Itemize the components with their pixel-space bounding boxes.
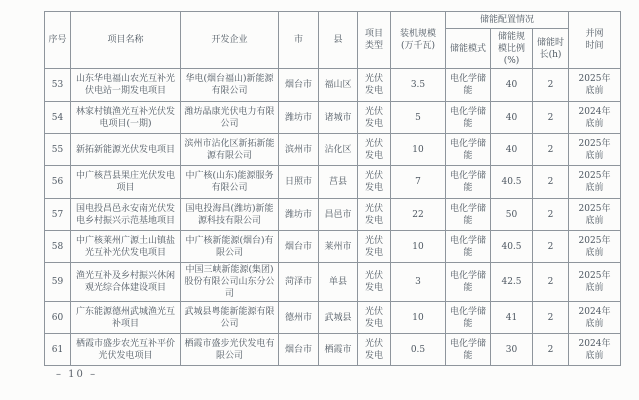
cell-capacity: 10 — [391, 134, 446, 166]
cell-grid-time-text: 2025年底前 — [578, 138, 611, 161]
cell-storage-duration: 2 — [533, 231, 569, 263]
cell-grid-time-text: 2025年底前 — [578, 235, 611, 258]
cell-project-type-text: 光伏发电 — [364, 74, 383, 96]
cell-project-type-text: 光伏发电 — [364, 203, 383, 226]
cell-seq: 56 — [45, 166, 71, 199]
cell-project-name: 山东华电福山农光互补光伏电站一期发电项目 — [71, 69, 181, 102]
header-county: 县 — [319, 12, 358, 69]
cell-project-type — [358, 302, 391, 334]
cell-city: 烟台市 — [279, 231, 319, 263]
cell-grid-time-text: 2024年底前 — [578, 306, 611, 329]
cell-project-type — [358, 102, 391, 134]
header-project-type — [358, 12, 391, 69]
cell-storage-duration: 2 — [533, 102, 569, 134]
header-project-type-label: 项目类型 — [364, 29, 383, 51]
cell-storage-mode-text: 电化学储能 — [449, 306, 486, 329]
cell-grid-time-text: 2025年底前 — [578, 203, 611, 226]
cell-storage-mode — [446, 69, 491, 102]
cell-capacity: 3.5 — [391, 69, 446, 102]
cell-storage-ratio: 40 — [491, 69, 533, 102]
header-storage-config-group: 储能配置情况 — [446, 12, 569, 29]
cell-county: 莒县 — [319, 166, 358, 199]
cell-storage-mode — [446, 199, 491, 231]
cell-city: 烟台市 — [279, 69, 319, 102]
header-capacity — [391, 12, 446, 69]
cell-storage-duration: 2 — [533, 302, 569, 334]
cell-project-type — [358, 263, 391, 302]
cell-storage-mode-text: 电化学储能 — [449, 338, 486, 361]
cell-storage-ratio: 40 — [491, 102, 533, 134]
cell-county: 福山区 — [319, 69, 358, 102]
cell-project-type-text: 光伏发电 — [364, 171, 383, 193]
table-row — [45, 199, 621, 231]
cell-city: 潍坊市 — [279, 199, 319, 231]
table-row — [45, 134, 621, 166]
cell-storage-mode-text: 电化学储能 — [449, 106, 486, 129]
cell-project-name: 中广核莒县果庄光伏发电项目 — [71, 166, 181, 199]
cell-project-type-text: 光伏发电 — [364, 138, 383, 161]
cell-project-type — [358, 334, 391, 366]
cell-project-name: 国电投昌邑永安南光伏发电乡村振兴示范基地项目 — [71, 199, 181, 231]
cell-storage-ratio: 50 — [491, 199, 533, 231]
header-capacity-label: 装机规模(万千瓦) — [399, 29, 436, 51]
cell-capacity: 5 — [391, 102, 446, 134]
cell-project-name: 新拓新能源光伏发电项目 — [71, 134, 181, 166]
cell-grid-time-text: 2025年底前 — [578, 271, 611, 293]
cell-developer: 滨州市沾化区新拓新能源有限公司 — [181, 134, 279, 166]
cell-storage-mode — [446, 166, 491, 199]
cell-county: 单县 — [319, 263, 358, 302]
header-grid-time — [569, 12, 621, 69]
cell-developer: 中国三峡新能源(集团)股份有限公司山东分公司 — [181, 263, 279, 302]
cell-storage-mode — [446, 334, 491, 366]
cell-city: 滨州市 — [279, 134, 319, 166]
cell-project-type — [358, 199, 391, 231]
header-storage-duration — [533, 29, 569, 69]
cell-storage-duration: 2 — [533, 166, 569, 199]
cell-storage-mode — [446, 231, 491, 263]
cell-capacity: 10 — [391, 302, 446, 334]
header-storage-duration-label: 储能时长(h) — [536, 37, 564, 60]
cell-capacity: 3 — [391, 263, 446, 302]
cell-developer: 国电投海昌(潍坊)新能源科技有限公司 — [181, 199, 279, 231]
cell-seq: 53 — [45, 69, 71, 102]
page-number: – 10 – — [56, 369, 98, 380]
cell-project-name: 中广核莱州广源土山镇盐光互补光伏发电项目 — [71, 231, 181, 263]
cell-storage-mode — [446, 134, 491, 166]
header-grid-time-label: 并网时间 — [585, 29, 604, 51]
header-city: 市 — [279, 12, 319, 69]
cell-grid-time-text: 2024年底前 — [578, 338, 611, 361]
cell-seq: 61 — [45, 334, 71, 366]
cell-grid-time — [569, 166, 621, 199]
cell-storage-ratio: 41 — [491, 302, 533, 334]
cell-project-type — [358, 134, 391, 166]
cell-city: 日照市 — [279, 166, 319, 199]
cell-storage-duration: 2 — [533, 69, 569, 102]
cell-grid-time — [569, 231, 621, 263]
cell-seq: 55 — [45, 134, 71, 166]
cell-storage-duration: 2 — [533, 199, 569, 231]
cell-project-type — [358, 166, 391, 199]
cell-grid-time — [569, 134, 621, 166]
cell-storage-mode-text: 电化学储能 — [449, 235, 486, 258]
cell-storage-ratio: 30 — [491, 334, 533, 366]
table-row — [45, 166, 621, 199]
cell-storage-mode — [446, 102, 491, 134]
cell-project-type-text: 光伏发电 — [364, 306, 383, 329]
cell-seq: 59 — [45, 263, 71, 302]
cell-storage-mode-text: 电化学储能 — [449, 171, 486, 193]
table-row — [45, 302, 621, 334]
header-project-name: 项目名称 — [71, 12, 181, 69]
cell-project-type-text: 光伏发电 — [364, 235, 383, 258]
cell-grid-time — [569, 102, 621, 134]
cell-seq: 58 — [45, 231, 71, 263]
header-storage-mode: 储能模式 — [446, 29, 491, 69]
cell-project-name: 渔光互补及乡村振兴休闲观光综合体建设项目 — [71, 263, 181, 302]
cell-storage-mode-text: 电化学储能 — [449, 271, 486, 293]
cell-seq: 57 — [45, 199, 71, 231]
cell-storage-ratio: 40.5 — [491, 166, 533, 199]
header-storage-ratio-label: 储能规模比例(%) — [497, 31, 525, 66]
table-row — [45, 263, 621, 302]
cell-county: 莱州市 — [319, 231, 358, 263]
table-row — [45, 69, 621, 102]
cell-grid-time — [569, 69, 621, 102]
cell-developer: 武城县粤能新能源有限公司 — [181, 302, 279, 334]
cell-grid-time — [569, 334, 621, 366]
cell-capacity: 7 — [391, 166, 446, 199]
cell-storage-mode — [446, 302, 491, 334]
cell-grid-time-text: 2025年底前 — [578, 171, 611, 193]
cell-grid-time — [569, 199, 621, 231]
cell-county: 栖霞市 — [319, 334, 358, 366]
cell-developer: 栖霞市盛步光伏发电有限公司 — [181, 334, 279, 366]
table-row — [45, 231, 621, 263]
header-developer: 开发企业 — [181, 12, 279, 69]
cell-storage-mode-text: 电化学储能 — [449, 138, 486, 161]
cell-storage-ratio: 42.5 — [491, 263, 533, 302]
cell-county: 昌邑市 — [319, 199, 358, 231]
cell-storage-mode-text: 电化学储能 — [449, 74, 486, 96]
cell-city: 潍坊市 — [279, 102, 319, 134]
cell-grid-time-text: 2024年底前 — [578, 106, 611, 129]
cell-county: 武城县 — [319, 302, 358, 334]
cell-grid-time — [569, 302, 621, 334]
cell-storage-mode-text: 电化学储能 — [449, 203, 486, 226]
cell-storage-mode — [446, 263, 491, 302]
cell-developer: 华电(烟台福山)新能源有限公司 — [181, 69, 279, 102]
cell-project-type — [358, 231, 391, 263]
cell-developer: 中广核(山东)能源服务有限公司 — [181, 166, 279, 199]
header-seq: 序号 — [45, 12, 71, 69]
cell-capacity: 0.5 — [391, 334, 446, 366]
header-storage-ratio — [491, 29, 533, 69]
cell-project-name: 林家村镇渔光互补光伏发电项目(一期) — [71, 102, 181, 134]
cell-storage-duration: 2 — [533, 263, 569, 302]
cell-capacity: 22 — [391, 199, 446, 231]
cell-project-name: 广东能源德州武城渔光互补项目 — [71, 302, 181, 334]
cell-seq: 60 — [45, 302, 71, 334]
cell-storage-duration: 2 — [533, 334, 569, 366]
cell-storage-ratio: 40.5 — [491, 231, 533, 263]
cell-storage-ratio: 40 — [491, 134, 533, 166]
cell-developer: 潍坊晶康光伏电力有限公司 — [181, 102, 279, 134]
cell-project-type-text: 光伏发电 — [364, 338, 383, 361]
table-row — [45, 102, 621, 134]
cell-project-type-text: 光伏发电 — [364, 271, 383, 293]
cell-capacity: 10 — [391, 231, 446, 263]
cell-seq: 54 — [45, 102, 71, 134]
cell-city: 烟台市 — [279, 334, 319, 366]
cell-project-type-text: 光伏发电 — [364, 106, 383, 129]
cell-county: 沾化区 — [319, 134, 358, 166]
cell-project-type — [358, 69, 391, 102]
cell-grid-time — [569, 263, 621, 302]
cell-developer: 中广核新能源(烟台)有限公司 — [181, 231, 279, 263]
cell-storage-duration: 2 — [533, 134, 569, 166]
cell-county: 诸城市 — [319, 102, 358, 134]
project-table — [44, 11, 621, 366]
cell-city: 德州市 — [279, 302, 319, 334]
cell-project-name: 栖霞市盛步农光互补平价光伏发电项目 — [71, 334, 181, 366]
table-row — [45, 334, 621, 366]
cell-grid-time-text: 2025年底前 — [578, 74, 611, 96]
cell-city: 菏泽市 — [279, 263, 319, 302]
